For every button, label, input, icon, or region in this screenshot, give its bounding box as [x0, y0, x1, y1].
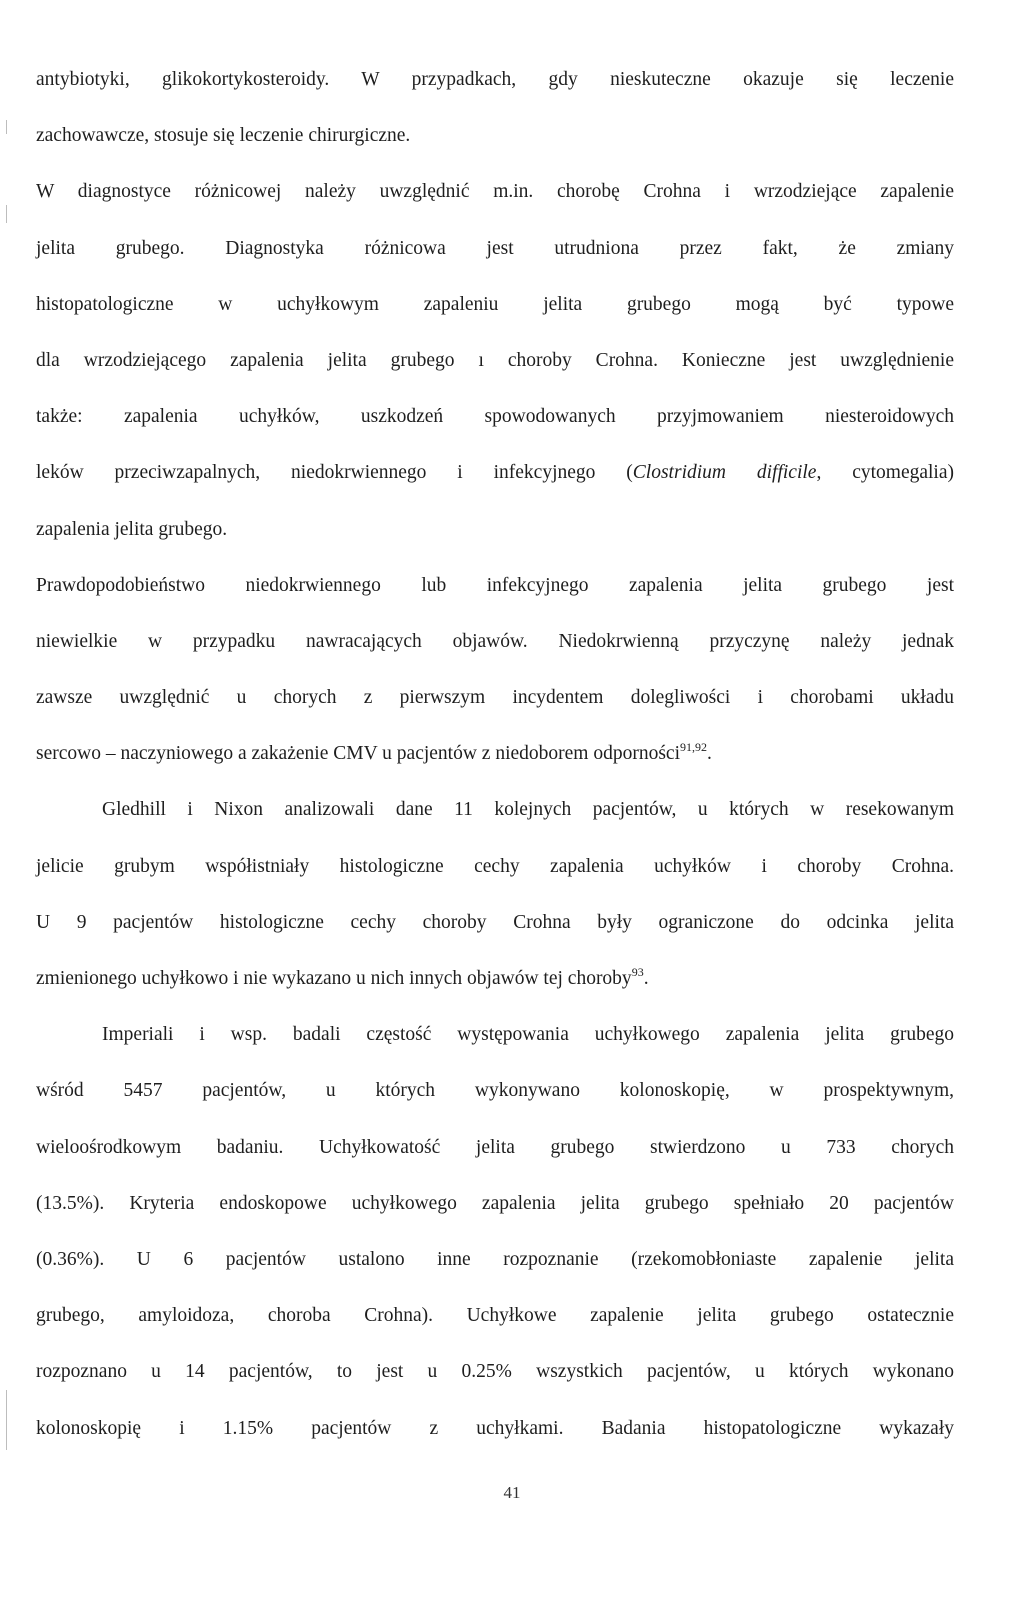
- text-line: zachowawcze, stosuje się leczenie chirurgiczne.: [36, 125, 411, 147]
- text-segment: , cytomegalia): [816, 462, 954, 484]
- page-number: 41: [503, 1483, 521, 1502]
- italic-species-name: Clostridium: [632, 462, 726, 484]
- text-line: Imperiali i wsp. badali częstość występowania uchyłkowego zapalenia jelita grubego: [102, 1024, 954, 1046]
- text-line: [36, 445, 954, 501]
- scan-edge-mark: [6, 120, 7, 134]
- paragraph-treatment: [36, 52, 954, 164]
- citation-reference: 91,92: [680, 740, 708, 755]
- paragraph-imperiali-study: [36, 1007, 954, 1457]
- text-segment: .: [707, 743, 712, 765]
- citation-reference: 93: [631, 965, 644, 979]
- document-page: [36, 52, 954, 1457]
- paragraph-gledhill-nixon: [36, 782, 954, 1007]
- text-segment: .: [643, 968, 649, 989]
- text-segment: leków przeciwzapalnych, niedokrwiennego i infekcyjnego (: [36, 462, 633, 484]
- scan-edge-mark: [6, 205, 7, 223]
- text-line: antybiotyki, glikokortykosteroidy. W przypadkach, gdy nieskuteczne okazuje się leczenie: [36, 69, 954, 90]
- text-line: wśród 5457 pacjentów, u których wykonywano kolonoskopię, w prospektywnym,: [36, 1080, 954, 1102]
- text-line: kolonoskopię i 1.15% pacjentów z uchyłkami. Badania histopatologiczne wykazały: [36, 1417, 954, 1439]
- text-line: histopatologiczne w uchyłkowym zapaleniu jelita grubego mogą być typowe: [36, 293, 954, 315]
- text-line: Gledhill i Nixon analizowali dane 11 kolejnych pacjentów, u których w resekowanym: [102, 799, 954, 821]
- text-line: (0.36%). U 6 pacjentów ustalono inne rozpoznanie (rzekomobłoniaste zapalenie jelita: [36, 1248, 954, 1270]
- text-line: wieloośrodkowym badaniu. Uchyłkowatość jelita grubego stwierdzono u 733 chorych: [36, 1136, 954, 1158]
- text-line: [36, 726, 954, 782]
- text-segment: sercowo – naczyniowego a zakażenie CMV u pacjentów z niedoborem odporności: [36, 743, 681, 765]
- text-line: Prawdopodobieństwo niedokrwiennego lub infekcyjnego zapalenia jelita grubego jest: [36, 574, 954, 596]
- italic-species-name: difficile: [756, 462, 817, 484]
- text-line: [36, 951, 954, 1007]
- text-line: W diagnostyce różnicowej należy uwzględnić m.in. chorobę Crohna i wrzodziejące zapalenie: [36, 181, 954, 203]
- text-line: jelita grubego. Diagnostyka różnicowa jest utrudniona przez fakt, że zmiany: [36, 237, 954, 259]
- text-line: rozpoznano u 14 pacjentów, to jest u 0.25% wszystkich pacjentów, u których wykonano: [36, 1361, 954, 1383]
- text-line: niewielkie w przypadku nawracających objawów. Niedokrwienną przyczynę należy jednak: [36, 630, 954, 652]
- paragraph-ischemic-infectious: [36, 558, 954, 783]
- text-line: dla wrzodziejącego zapalenia jelita grubego ı choroby Crohna. Konieczne jest uwzględnienie: [36, 349, 954, 371]
- text-line: zapalenia jelita grubego.: [36, 518, 228, 540]
- text-line: także: zapalenia uchyłków, uszkodzeń spowodowanych przyjmowaniem niesteroidowych: [36, 406, 954, 428]
- text-segment: zmienionego uchyłkowo i nie wykazano u nich innych objawów tej choroby: [36, 968, 632, 989]
- text-line: jelicie grubym współistniały histologiczne cechy zapalenia uchyłków i choroby Crohna.: [36, 855, 954, 877]
- text-line: U 9 pacjentów histologiczne cechy choroby Crohna były ograniczone do odcinka jelita: [36, 911, 954, 933]
- text-line: (13.5%). Kryteria endoskopowe uchyłkowego zapalenia jelita grubego spełniało 20 pacjentów: [36, 1192, 954, 1214]
- paragraph-differential-diagnosis: [36, 164, 954, 557]
- scan-edge-mark: [6, 1390, 7, 1450]
- text-line: grubego, amyloidoza, choroba Crohna). Uchyłkowe zapalenie jelita grubego ostatecznie: [36, 1305, 954, 1327]
- text-line: zawsze uwzględnić u chorych z pierwszym incydentem dolegliwości i chorobami układu: [36, 687, 954, 709]
